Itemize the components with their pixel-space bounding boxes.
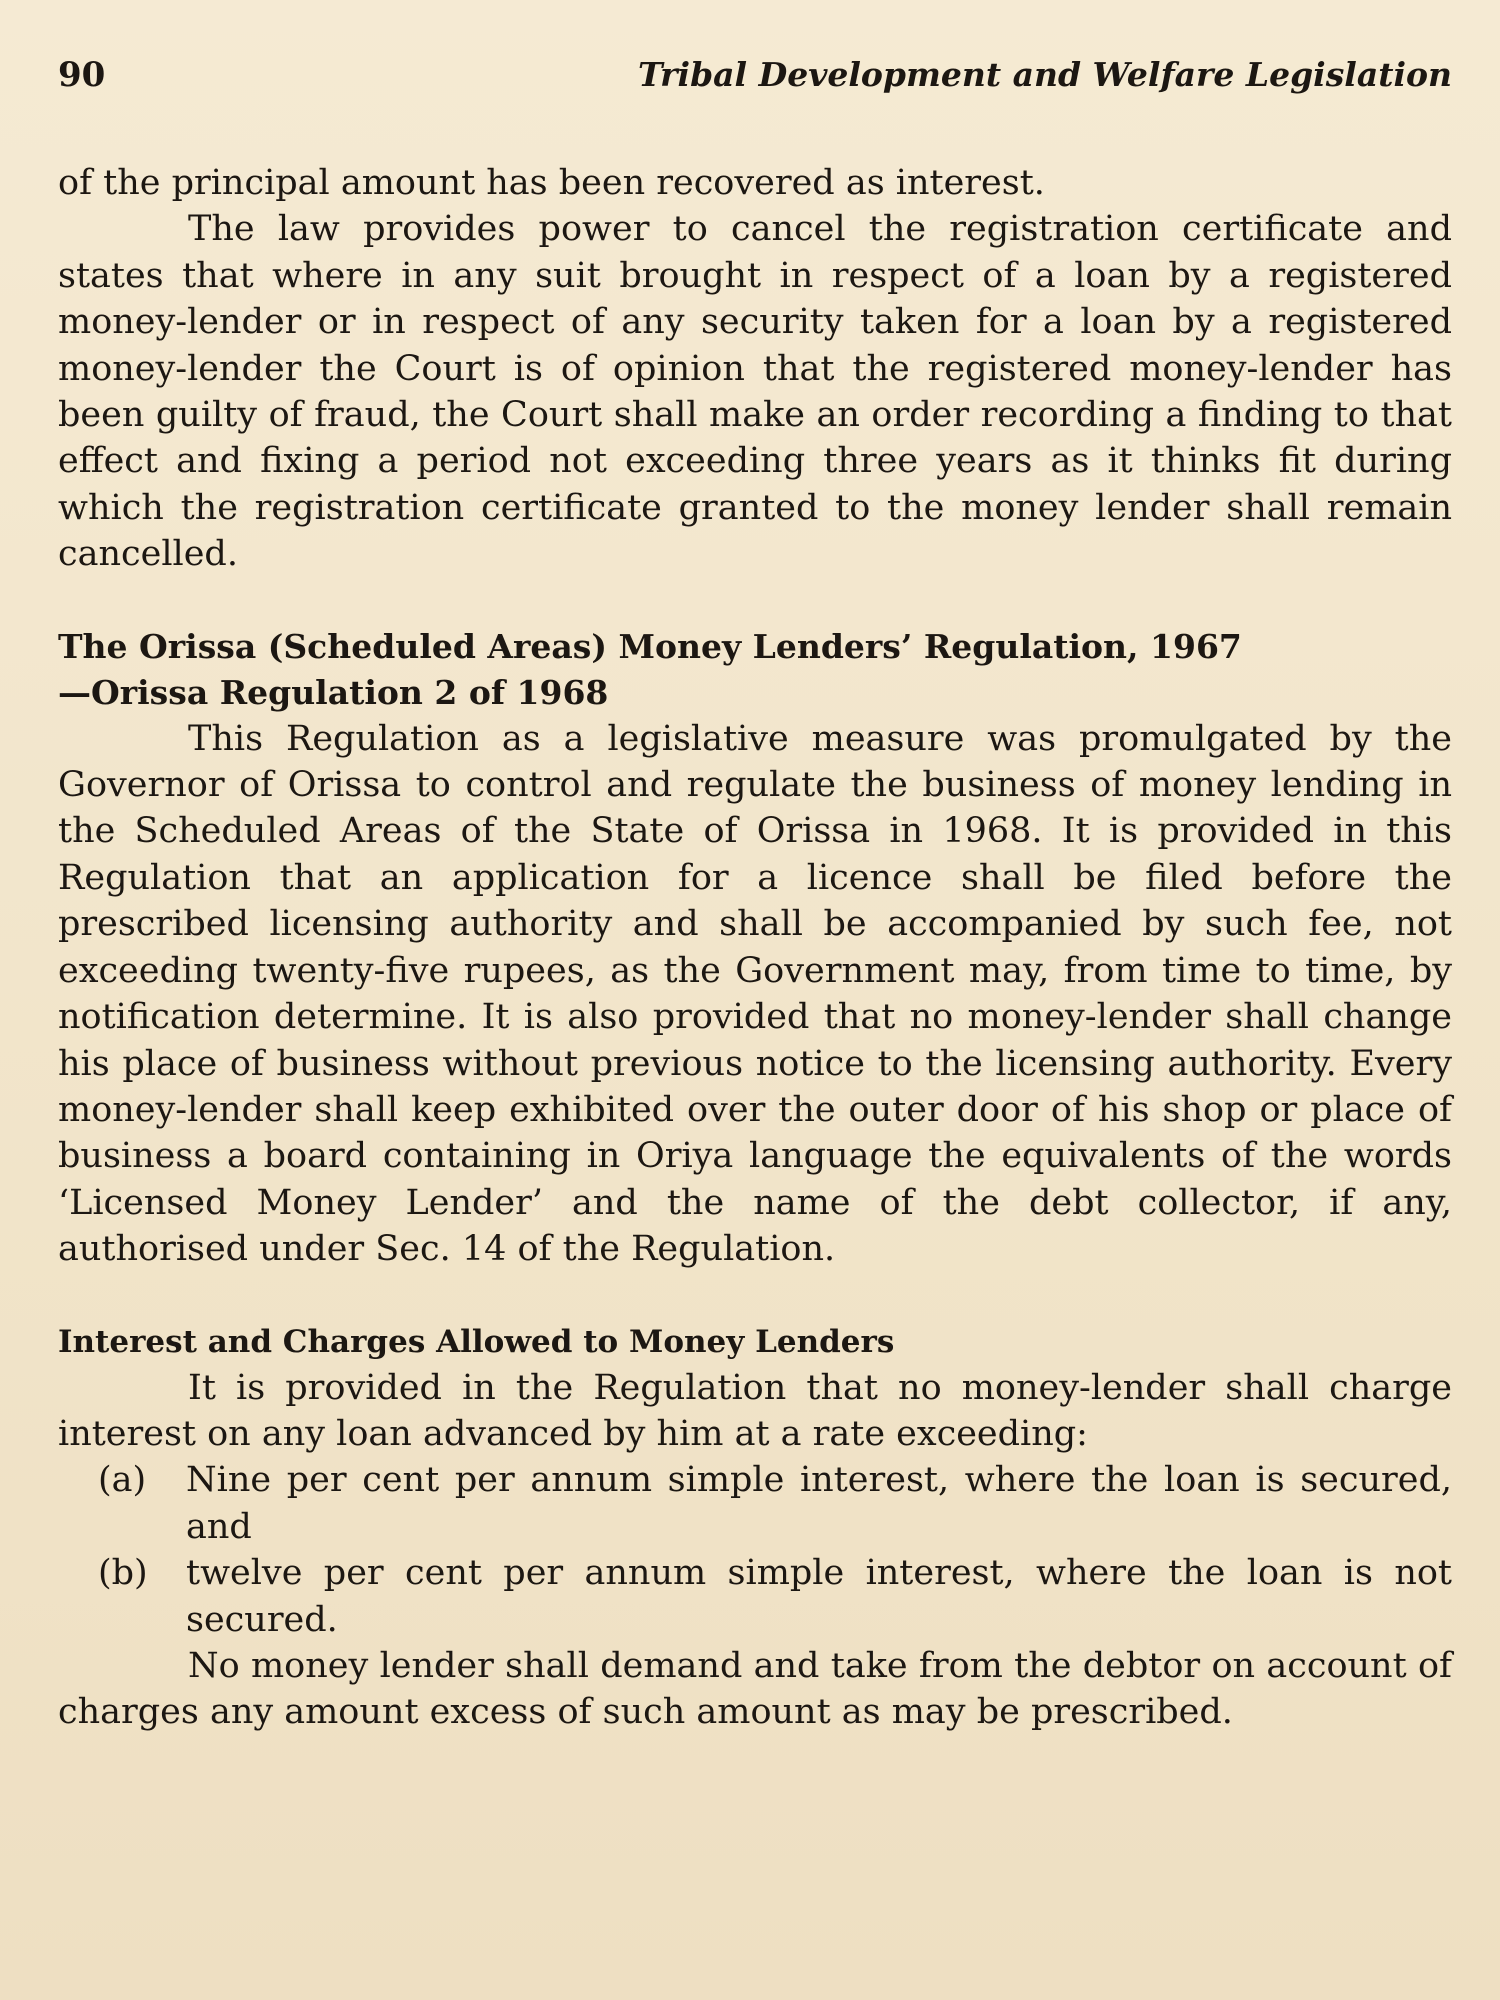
paragraph-continuation: of the principal amount has been recovered as interest.: [58, 163, 1045, 203]
list-text: twelve per cent per annum simple interest, where the loan is not secured.: [186, 1553, 1452, 1640]
paragraph-regulation: This Regulation as a legislative measure was promulgated by the Governor of Orissa to control and regulate the business of money lending in the Scheduled Areas of the State of Orissa in 1968. It is provided in this Regulation that an application for a licence shall be filed before the prescribed licensing authority and shall be accompanied by such fee, not exceeding twenty-five rupees, as the Government may, from time to time, by notification determine. It is also provided that no money-lender shall change his place of business without previous notice to the licensing authority. Every money-lender shall keep exhibited over the outer door of his shop or place of business a board containing in Oriya language the equivalents of the words ‘Licensed Money Lender’ and the name of the debt collector, if any, authorised under Sec. 14 of the Regulation.: [58, 718, 1452, 1270]
running-title: Tribal Development and Welfare Legislation: [638, 55, 1452, 94]
section-heading-line1: The Orissa (Scheduled Areas) Money Lenders’ Regulation, 1967: [58, 626, 1242, 666]
paragraph-interest: It is provided in the Regulation that no money-lender shall charge interest on any loan advanced by him at a rate exceeding:: [58, 1367, 1452, 1454]
list-marker: (b): [98, 1553, 148, 1594]
list-text: Nine per cent per annum simple interest, where the loan is secured, and: [186, 1460, 1452, 1547]
paragraph-cancellation: The law provides power to cancel the registration certificate and states that where in any suit brought in respect of a loan by a registered money-lender or in respect of any security taken for a loan by a registered money-lender the Court is of opinion that the registered money-lender has been guilty of fraud, the Court shall make an order recording a finding to that effect and fixing a period not exceeding three years as it thinks fit during which the registration certificate granted to the money lender shall remain cancelled.: [58, 209, 1452, 575]
page-header: [58, 55, 1452, 115]
list-item: [58, 1457, 1452, 1550]
section-heading-interest: Interest and Charges Allowed to Money Lenders: [58, 1323, 895, 1360]
interest-rate-list: [58, 1457, 1452, 1643]
list-item: [58, 1550, 1452, 1643]
page-number: 90: [58, 55, 106, 95]
paragraph-charges: No money lender shall demand and take from the debtor on account of charges any amount excess of such amount as may be prescribed.: [58, 1645, 1452, 1733]
list-marker: (a): [98, 1460, 147, 1501]
section-heading-regulation: [58, 624, 1452, 716]
section-heading-line2: —Orissa Regulation 2 of 1968: [58, 672, 609, 712]
